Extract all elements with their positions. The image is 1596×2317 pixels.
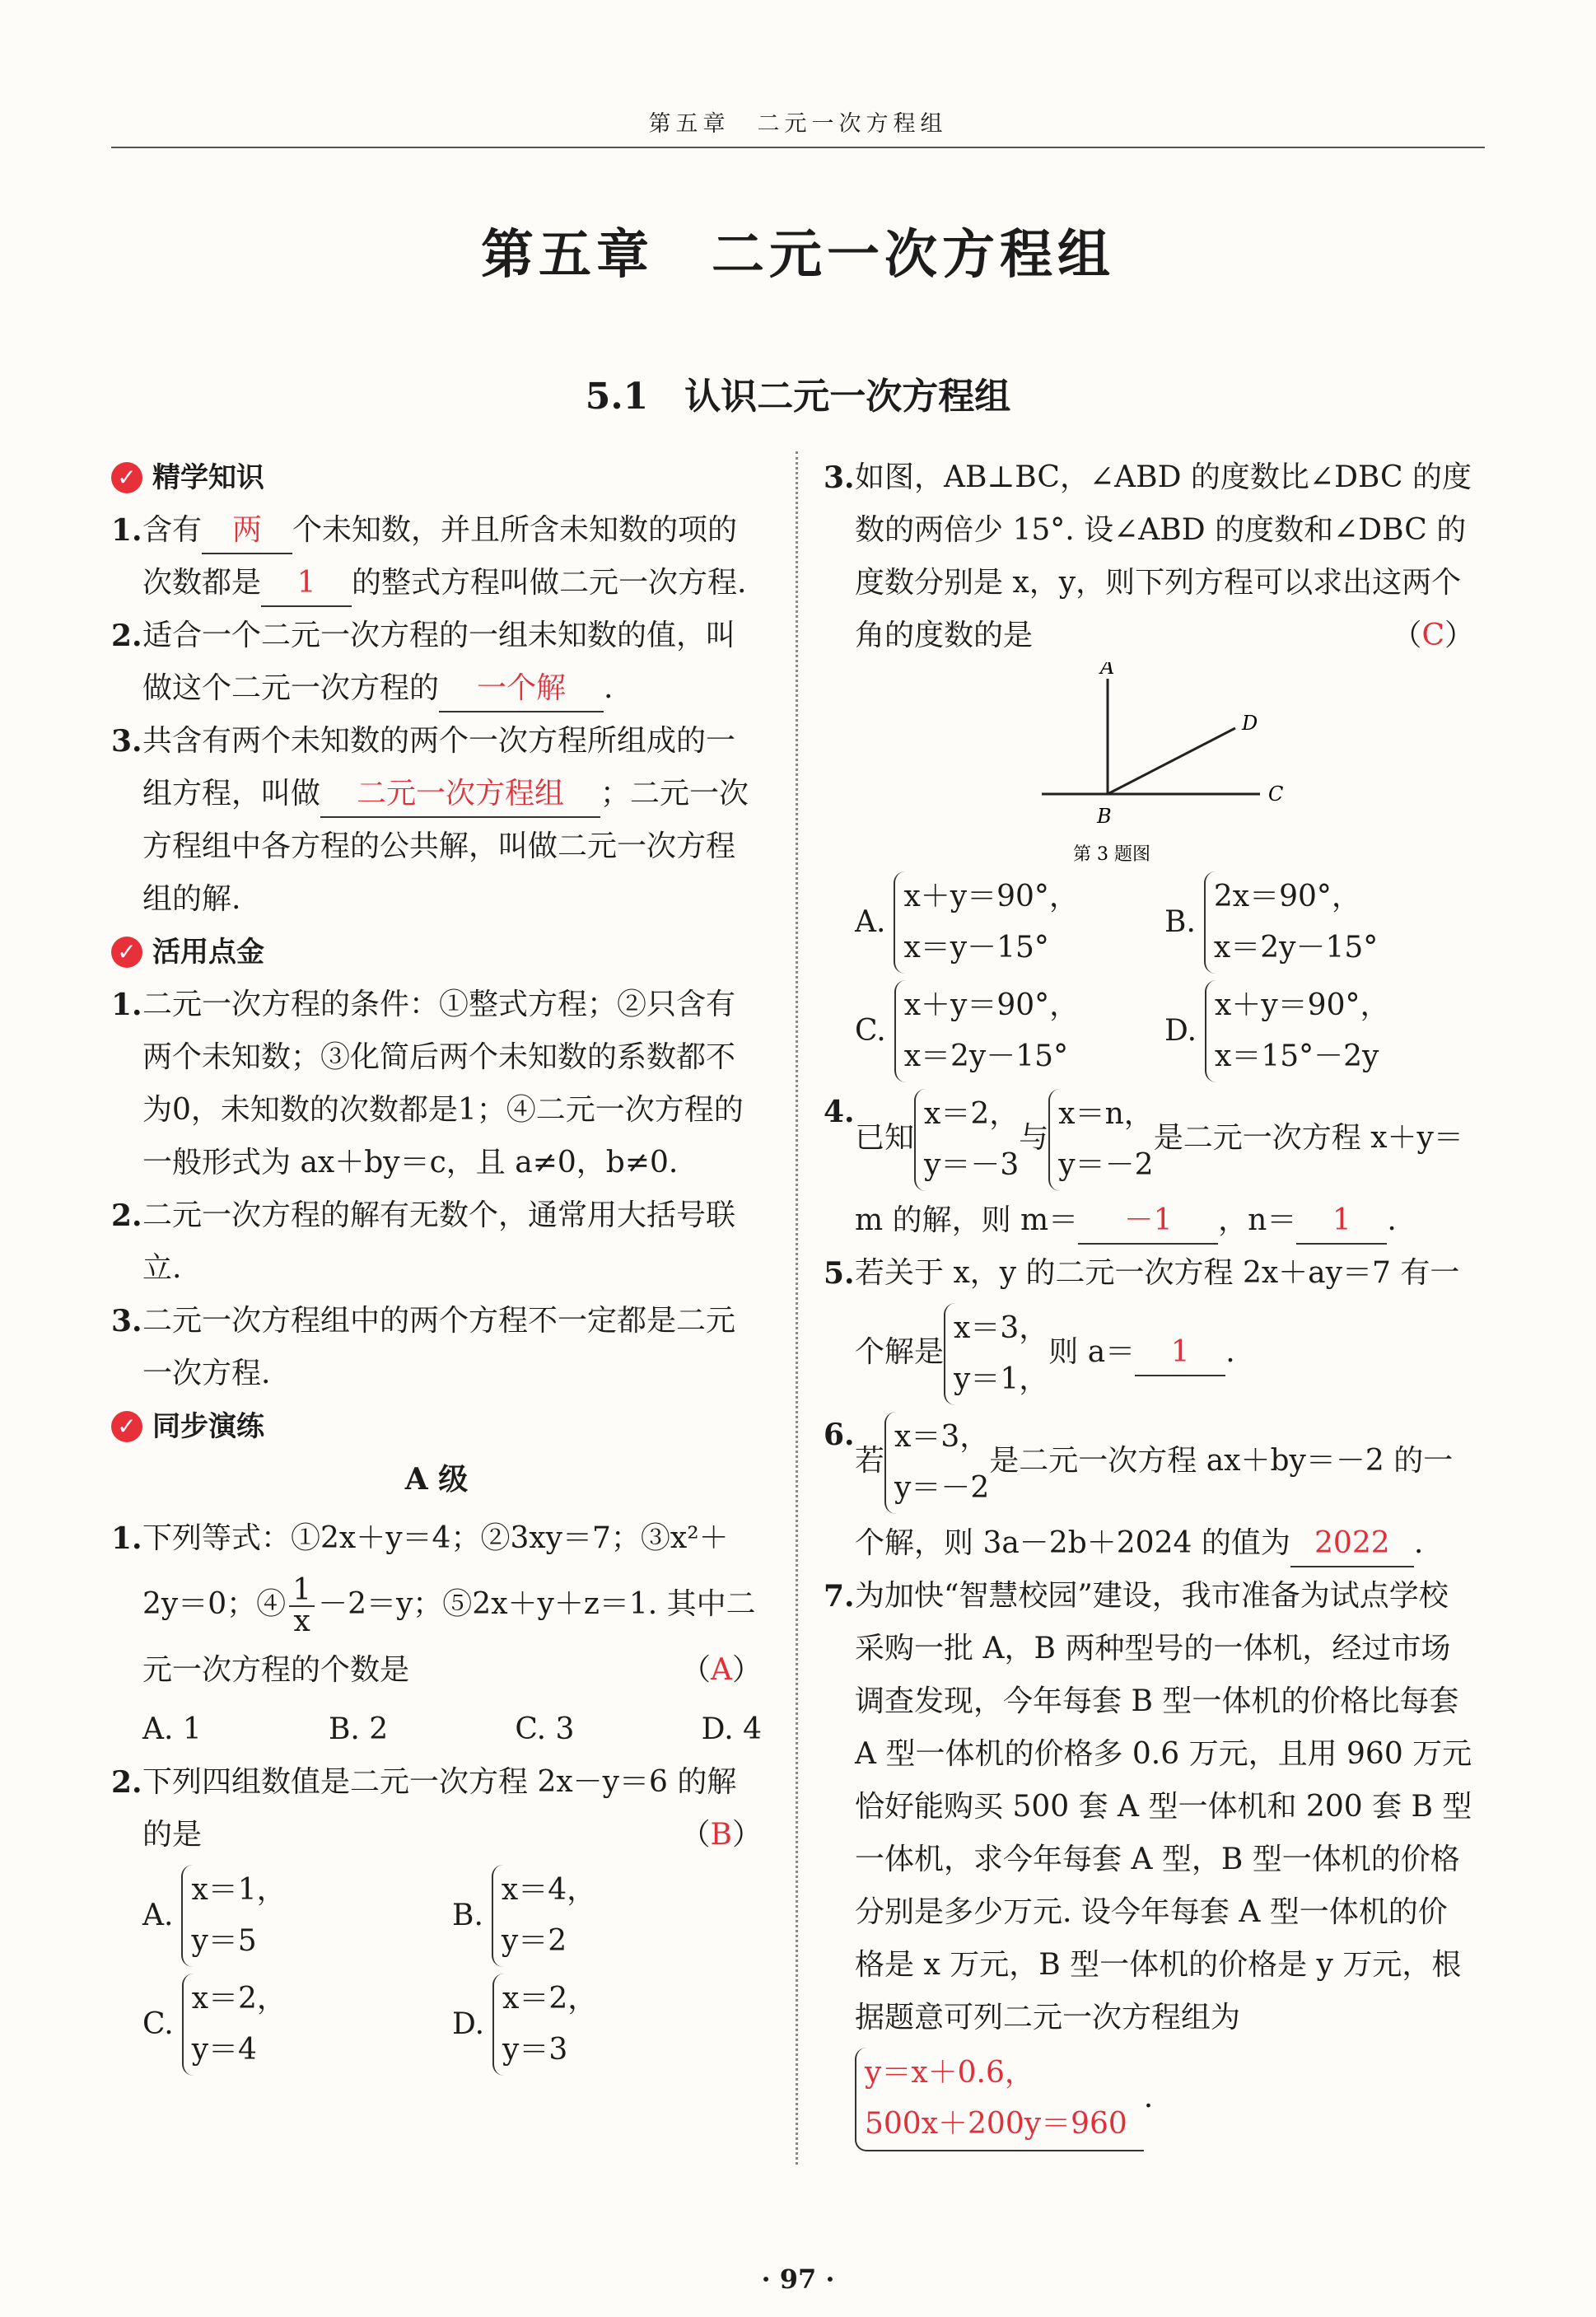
label-c: C [1268,782,1284,806]
q3-options-row1 [824,868,1474,977]
blank-answer: 1 [261,561,352,607]
knowledge-3: 3. 共含有两个未知数的两个一次方程所组成的一组方程，叫做 二元一次方程组 ；二元一次方程组中各方程的公共解，叫做二元一次方程组的解. [111,724,749,916]
check-icon: ✓ [111,462,142,493]
label-d: D [1242,712,1258,735]
check-icon: ✓ [111,1411,142,1442]
option-d: D. x＝2， y＝3 [452,1970,762,2079]
option-b: B. 2 [328,1712,389,1746]
figure-3 [824,662,1474,868]
option-a: A. x＝1， y＝5 [142,1862,452,1970]
question-3: 3. 如图，AB⊥BC，∠ABD 的度数比∠DBC 的度数的两倍少 15°. 设∠ABD 的度数和∠DBC 的度数分别是 x，y，则下列方程可以求出这两个角的度数的是 （C） [824,460,1474,652]
left-column [111,451,762,2079]
knowledge-1: 1. 含有 两 个未知数，并且所含未知数的项的次数都是 1 的整式方程叫做二元一次方程. [111,504,762,610]
option-a: A. x＋y＝90°， x＝y－15° [855,868,1164,977]
blank-answer: 一个解 [439,666,604,712]
question-5: 5. 若关于 x，y 的二元一次方程 2x＋ay＝7 有一个解是 x＝3， y＝1， 则 a＝ 1 . [824,1247,1474,1408]
q2-options-row1 [111,1862,762,1970]
tip-3: 3. 二元一次方程组中的两个方程不一定都是二元一次方程. [111,1304,736,1390]
level-label: A 级 [404,1462,469,1497]
q2-options-row2 [111,1970,762,2079]
chapter-title: 第五章 二元一次方程组 [481,225,1115,286]
answer-choice: B [710,1818,732,1852]
right-column [824,451,1474,2155]
question-7: 7. 为加快“智慧校园”建设，我市准备为试点学校采购一批 A，B 两种型号的一体机，经过市场调查发现，今年每套 B 型一体机的价格比每套 A 型一体机的价格多 0.6 万元，且用 960 万元恰好能购买 500 套 A 型一体机和 200 套 B 型一体机，求今年每套 A 型，B 型一体机的价格分别是多少万元. 设今年每套 A 型一体机的价格是 x 万元，B 型一体机的价格是 y 万元，根据题意可列二元一次方程组为 y＝x＋0.6， 500x＋200y＝960 . [824,1570,1474,2155]
tip-1: 1. 二元一次方程的条件：①整式方程；②只含有两个未知数；③化简后两个未知数的系数都不为0，未知数的次数都是1；④二元一次方程的一般形式为 ax＋by＝c，且 a≠0，b≠0. [111,988,744,1180]
blank-answer: 1 [1296,1198,1387,1245]
blank-answer: －1 [1078,1198,1218,1245]
question-1: 1. 下列等式：①2x＋y＝4；②3xy＝7；③x²＋2y＝0；④ $\frac{1}{x}$ －2＝y；⑤2x＋y＋z＝1. 其中二元一次方程的个数是 （A） [111,1521,762,1687]
knowledge-2: 2. 适合一个二元一次方程的一组未知数的值，叫做这个二元一次方程的 一个解 . [111,610,762,715]
option-d: D. 4 [701,1712,762,1746]
heading-tips: ✓ 活用点金 [111,926,762,979]
option-d: D. x＋y＝90°， x＝15°－2y [1164,977,1474,1086]
question-6: 6. 若 x＝3， y＝－2 是二元一次方程 ax＋by＝－2 的一个解，则 3a－2b＋2024 的值为 2022 . [824,1408,1474,1570]
blank-answer: 二元一次方程组 [320,772,600,818]
option-c: C. x＝2， y＝4 [142,1970,452,2079]
option-b: B. 2x＝90°， x＝2y－15° [1164,868,1474,977]
label-b: B [1097,805,1112,828]
column-divider [796,451,798,2165]
section-title: 5.1 认识二元一次方程组 [585,376,1011,418]
answer-system: y＝x＋0.6， 500x＋200y＝960 [855,2048,1144,2151]
q1-options [111,1703,762,1756]
option-c: C. 3 [515,1712,575,1746]
answer-choice: A [710,1653,732,1687]
blank-answer: 2022 [1290,1521,1414,1567]
q3-options-row2 [824,977,1474,1086]
figure-caption: 第 3 题图 [1073,844,1150,865]
tip-2: 2. 二元一次方程的解有无数个，通常用大括号联立. [111,1198,736,1285]
blank-answer: 1 [1135,1330,1225,1376]
option-c: C. x＋y＝90°， x＝2y－15° [855,977,1164,1086]
fraction: $\frac{1}{x}$ [289,1576,315,1637]
running-header: 第五章 二元一次方程组 [648,111,948,137]
page-number: · 97 · [761,2263,835,2295]
check-icon: ✓ [111,937,142,968]
heading-practice: ✓ 同步演练 [111,1400,762,1453]
blank-answer: 两 [202,508,292,554]
header-rule [111,147,1485,148]
answer-choice: C [1421,619,1444,652]
question-4: 4. 已知 x＝2， y＝－3 与 x＝n， y＝－2 是二元一次方程 x＋y＝m 的解，则 m＝ －1 ，n＝ 1 . [824,1086,1474,1247]
option-a: A. 1 [142,1712,202,1746]
label-a: A [1100,662,1115,679]
angle-diagram [824,662,1474,868]
question-2: 2. 下列四组数值是二元一次方程 2x－y＝6 的解的是 （B） [111,1765,762,1852]
heading-knowledge: ✓ 精学知识 [111,451,762,504]
option-b: B. x＝4， y＝2 [452,1862,762,1970]
